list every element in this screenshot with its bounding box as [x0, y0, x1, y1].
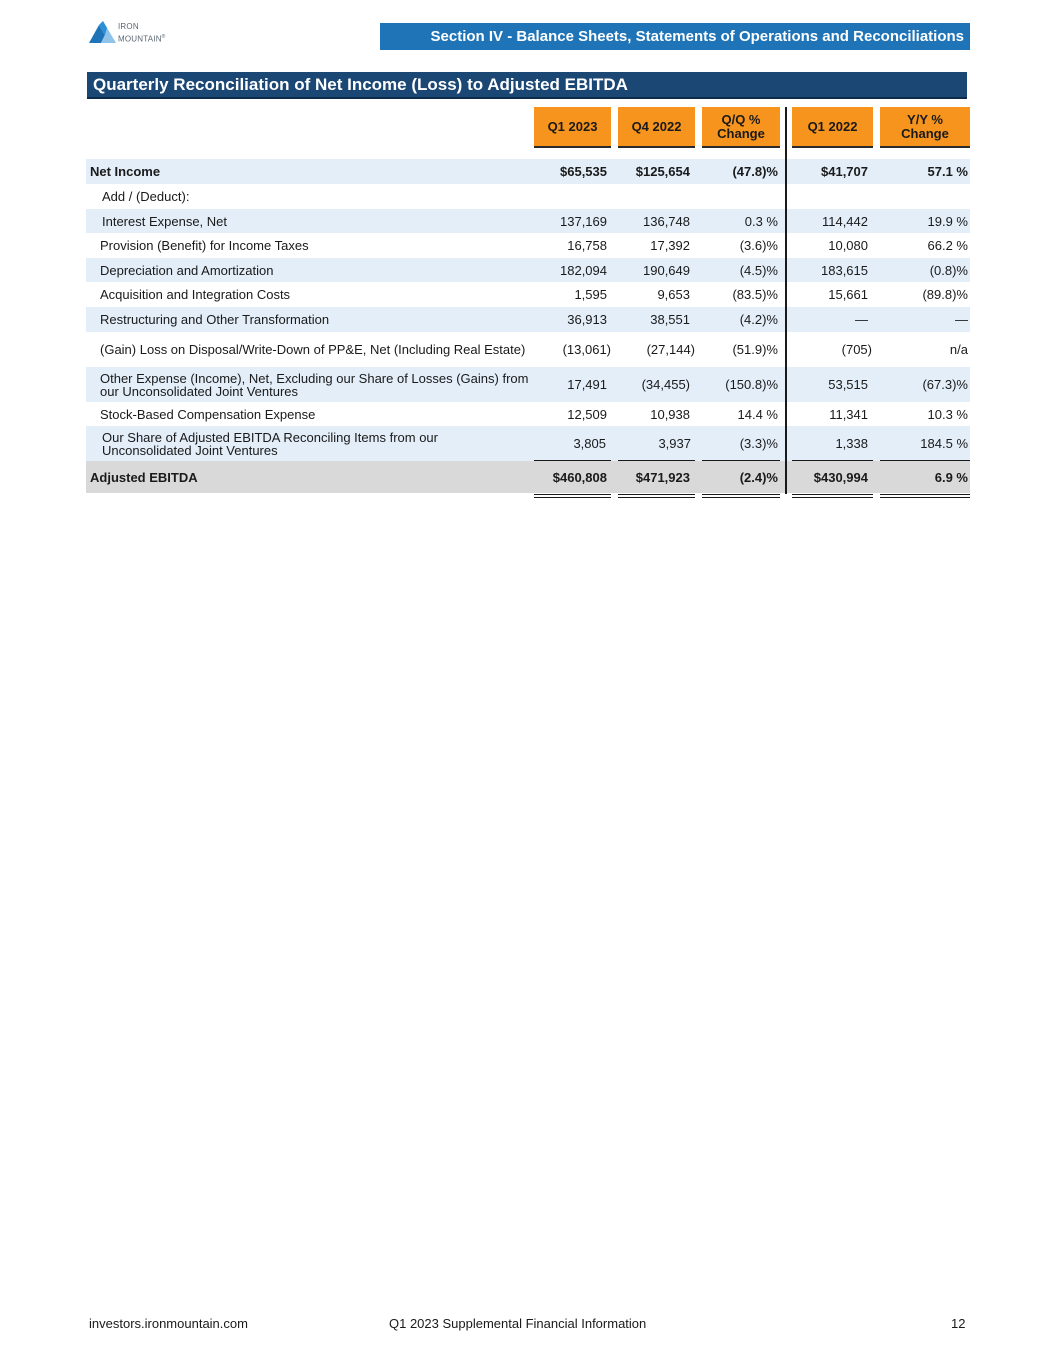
row-value-col3: 183,615	[821, 262, 868, 278]
row-label: Acquisition and Integration Costs	[100, 287, 291, 302]
row-value-col1: 3,937	[658, 436, 691, 451]
footer-doc-title: Q1 2023 Supplemental Financial Information	[389, 1316, 647, 1331]
row-value-col1: 9,653	[657, 287, 690, 302]
row-value-col0: 17,491	[567, 377, 607, 392]
row-value-col0: (13,061)	[562, 342, 611, 357]
table-row	[86, 233, 970, 258]
total-double-rule	[534, 494, 611, 495]
row-value-col2: (3.6)%	[739, 238, 778, 253]
total-double-rule	[702, 497, 780, 498]
column-header-q1-2022: Q1 2022	[792, 107, 873, 148]
row-value-col2: (4.2)%	[739, 312, 778, 327]
row-value-col0: 137,169	[560, 213, 607, 229]
row-value-col4: 6.9 %	[934, 469, 968, 485]
row-value-col4: (0.8)%	[929, 262, 968, 278]
row-value-col0: 1,595	[574, 287, 607, 302]
period-divider	[785, 107, 787, 494]
row-value-col1: (34,455)	[641, 377, 690, 392]
row-value-col4: 10.3 %	[927, 406, 968, 422]
table-row	[86, 209, 970, 233]
row-value-col2: 14.4 %	[737, 406, 778, 422]
table-row	[86, 159, 970, 184]
row-label: Restructuring and Other Transformation	[100, 312, 330, 327]
logo-line2-wrap: MOUNTAIN®	[118, 34, 166, 44]
table-row	[86, 461, 970, 493]
table-row	[86, 184, 970, 209]
section-title: Section IV - Balance Sheets, Statements of Operations and Reconciliations	[430, 28, 964, 45]
row-label: Add / (Deduct):	[102, 189, 190, 204]
row-value-col4: 19.9 %	[927, 213, 968, 229]
table-title	[87, 72, 967, 99]
row-value-col0: 16,758	[567, 238, 607, 253]
row-value-col0: 36,913	[567, 312, 607, 327]
row-value-col4: (67.3)%	[922, 377, 968, 392]
row-label: (Gain) Loss on Disposal/Write-Down of PP&E, Net (Including Real Estate)	[100, 342, 526, 357]
row-value-col2: (83.5)%	[732, 287, 778, 302]
total-double-rule	[792, 497, 873, 498]
table-title-text: Quarterly Reconciliation of Net Income (Loss) to Adjusted EBITDA	[93, 74, 628, 94]
row-label: Net Income	[90, 164, 161, 179]
row-value-col1: $471,923	[635, 469, 690, 485]
row-value-col0: 3,805	[573, 436, 606, 451]
row-value-col0	[517, 184, 607, 209]
subtotal-rule	[702, 460, 780, 461]
row-value-col2: (4.5)%	[739, 262, 778, 278]
logo-line1: IRON	[118, 22, 139, 31]
row-value-col0: 12,509	[567, 406, 607, 422]
row-value-col2: (3.3)%	[739, 436, 778, 451]
row-value-col3: 114,442	[821, 213, 868, 229]
row-value-col3: 10,080	[828, 238, 868, 253]
row-value-col3: —	[855, 312, 868, 327]
row-value-col0: $460,808	[552, 469, 607, 485]
row-value-col3: (705)	[841, 342, 872, 357]
row-label: Our Share of Adjusted EBITDA Reconciling Items from our Unconsolidated Joint Ventures	[102, 429, 438, 458]
logo-wordmark	[118, 22, 166, 45]
iron-mountain-logo	[89, 21, 179, 45]
row-value-col4: 66.2 %	[927, 238, 968, 253]
row-value-col2	[688, 184, 778, 209]
table-row	[86, 258, 970, 282]
row-value-col3	[778, 184, 868, 209]
logo-line2: MOUNTAIN	[118, 34, 162, 44]
row-label: Adjusted EBITDA	[90, 469, 198, 485]
total-double-rule	[880, 497, 970, 498]
subtotal-rule	[792, 460, 873, 461]
row-value-col4	[878, 184, 968, 209]
total-double-rule	[618, 497, 695, 498]
row-value-col2: (2.4)%	[739, 469, 778, 485]
row-value-col2: (150.8)%	[725, 377, 778, 392]
table-row	[86, 367, 970, 402]
row-value-col4: (89.8)%	[922, 287, 968, 302]
column-header-q4-2022: Q4 2022	[618, 107, 695, 148]
mountain-logo-icon	[89, 21, 117, 43]
table-row	[86, 402, 970, 426]
row-value-col3: 53,515	[828, 377, 868, 392]
row-value-col0: 182,094	[560, 262, 607, 278]
column-header-yy-change: Y/Y % Change	[880, 107, 970, 148]
footer-website: investors.ironmountain.com	[89, 1316, 248, 1331]
row-value-col3: $41,707	[821, 164, 868, 179]
section-banner	[380, 23, 970, 50]
row-value-col1: 17,392	[650, 238, 690, 253]
row-label: Depreciation and Amortization	[100, 262, 274, 278]
row-value-col1: 10,938	[650, 406, 690, 422]
row-value-col0: $65,535	[560, 164, 607, 179]
row-value-col1: 136,748	[643, 213, 690, 229]
subtotal-rule	[618, 460, 695, 461]
row-value-col3: 1,338	[835, 436, 868, 451]
row-value-col2: 0.3 %	[744, 213, 778, 229]
row-value-col1: 38,551	[650, 312, 690, 327]
row-label: Provision (Benefit) for Income Taxes	[100, 238, 309, 253]
table-row	[86, 282, 970, 307]
column-header-q1-2023: Q1 2023	[534, 107, 611, 148]
footer-page-number: 12	[951, 1316, 966, 1331]
column-header-qq-change: Q/Q % Change	[702, 107, 780, 148]
subtotal-rule	[534, 460, 611, 461]
row-value-col3: 11,341	[829, 406, 868, 422]
table-row	[86, 426, 970, 461]
total-double-rule	[702, 494, 780, 495]
total-double-rule	[792, 494, 873, 495]
table-row	[86, 307, 970, 332]
row-label: Interest Expense, Net	[102, 213, 228, 229]
row-value-col4: 57.1 %	[927, 164, 968, 179]
row-value-col4: n/a	[949, 342, 968, 357]
row-value-col1: (27,144)	[646, 342, 695, 357]
row-value-col4: 184.5 %	[920, 436, 968, 451]
row-value-col1: 190,649	[643, 262, 690, 278]
row-value-col1: $125,654	[635, 164, 690, 179]
row-value-col2: (51.9)%	[732, 342, 778, 357]
row-value-col2: (47.8)%	[732, 164, 778, 179]
row-value-col4: —	[955, 312, 968, 327]
row-label: Stock-Based Compensation Expense	[100, 406, 316, 422]
row-value-col1	[600, 184, 690, 209]
row-label: Other Expense (Income), Net, Excluding our Share of Losses (Gains) from our Unconsolidated Joint Ventures	[100, 370, 529, 399]
row-value-col3: $430,994	[813, 469, 868, 485]
table-row	[86, 332, 970, 367]
total-double-rule	[880, 494, 970, 495]
total-double-rule	[618, 494, 695, 495]
subtotal-rule	[880, 460, 970, 461]
total-double-rule	[534, 497, 611, 498]
row-value-col3: 15,661	[828, 287, 868, 302]
